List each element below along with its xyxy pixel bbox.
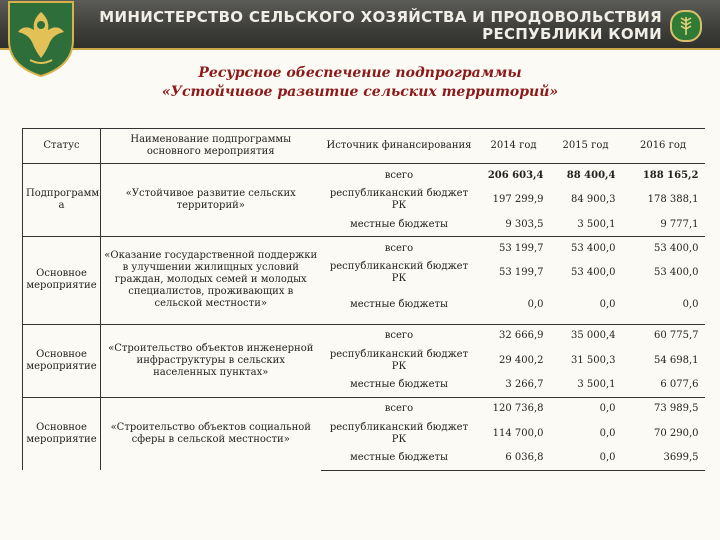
row-value-2014: 197 299,9 <box>492 194 544 205</box>
row-name: «Строительство объектов инженерной инфраструктуры в сельских населенных пунктах» <box>101 324 321 397</box>
row-value-2014: 114 700,0 <box>492 427 544 439</box>
row-value-2015: 53 400,0 <box>570 267 616 278</box>
header-accent-line <box>0 48 720 50</box>
page-title <box>0 64 720 102</box>
row-name: «Оказание государственной поддержки в улучшении жилищных условий граждан, молодых семей и молодых специалистов, проживающих в сельской местности» <box>101 237 321 325</box>
header-source: Источник финансирования <box>321 129 478 164</box>
row-value-2015: 0,0 <box>550 397 622 421</box>
row-source: местные бюджеты <box>349 379 449 390</box>
row-value-2016: 3699,5 <box>622 447 705 471</box>
ministry-title <box>99 9 662 43</box>
table-header-row <box>23 129 705 164</box>
row-value-2016: 53 400,0 <box>653 267 699 278</box>
row-status: Основное мероприятие <box>23 397 101 470</box>
resource-table <box>22 128 705 471</box>
row-value-2016: 54 698,1 <box>653 354 699 366</box>
row-value-2015: 3 500,1 <box>577 379 616 390</box>
header-year-2014: 2014 год <box>478 129 550 164</box>
row-value-2015: 0,0 <box>550 447 622 471</box>
row-value-2016: 188 165,2 <box>622 164 705 188</box>
row-value-2016: 0,0 <box>682 298 699 310</box>
ministry-title-line2: РЕСПУБЛИКИ КОМИ <box>482 25 662 43</box>
row-source: республиканский бюджет РК <box>329 261 469 284</box>
row-source: республиканский бюджет РК <box>329 421 469 445</box>
row-value-2015: 0,0 <box>599 298 616 310</box>
row-value-2015: 3 500,1 <box>577 218 616 230</box>
row-value-2014: 0,0 <box>527 298 544 310</box>
row-source: всего <box>321 324 478 348</box>
row-value-2014: 206 603,4 <box>478 164 550 188</box>
header-name: Наименование подпрограммы основного мероприятия <box>101 129 321 164</box>
row-value-2016: 9 777,1 <box>660 218 699 230</box>
row-value-2016: 178 388,1 <box>647 194 699 205</box>
page-title-line1: Ресурсное обеспечение подпрограммы <box>198 65 522 81</box>
table-row <box>23 164 705 188</box>
row-value-2014: 32 666,9 <box>478 324 550 348</box>
row-name: «Строительство объектов социальной сферы в сельской местности» <box>101 397 321 470</box>
row-value-2016: 70 290,0 <box>653 427 699 439</box>
row-source: республиканский бюджет РК <box>329 188 469 211</box>
row-source: местные бюджеты <box>349 218 449 230</box>
row-value-2014: 9 303,5 <box>505 218 544 230</box>
row-value-2016: 53 400,0 <box>622 237 705 261</box>
row-value-2014: 53 199,7 <box>498 267 544 278</box>
ministry-title-line1: МИНИСТЕРСТВО СЕЛЬСКОГО ХОЗЯЙСТВА И ПРОДОВОЛЬСТВИЯ <box>99 8 662 26</box>
row-value-2014: 3 266,7 <box>505 379 544 390</box>
row-source: местные бюджеты <box>349 298 449 310</box>
table-row <box>23 324 705 348</box>
row-value-2015: 53 400,0 <box>550 237 622 261</box>
header-status: Статус <box>23 129 101 164</box>
row-source: республиканский бюджет РК <box>329 348 469 372</box>
table-row <box>23 237 705 261</box>
row-source: всего <box>321 397 478 421</box>
header-year-2015: 2015 год <box>550 129 622 164</box>
row-source: всего <box>321 237 478 261</box>
row-name: «Устойчивое развитие сельских территорий» <box>101 164 321 237</box>
agriculture-logo-icon <box>670 10 702 42</box>
row-source: всего <box>321 164 478 188</box>
table-row <box>23 397 705 421</box>
header-year-2016: 2016 год <box>622 129 705 164</box>
row-value-2014: 53 199,7 <box>478 237 550 261</box>
row-value-2014: 6 036,8 <box>478 447 550 471</box>
row-value-2016: 6 077,6 <box>660 379 699 390</box>
row-value-2015: 84 900,3 <box>570 194 616 205</box>
row-value-2016: 60 775,7 <box>622 324 705 348</box>
row-source: местные бюджеты <box>321 447 478 471</box>
page-title-line2: «Устойчивое развитие сельских территорий» <box>161 84 559 100</box>
row-value-2014: 29 400,2 <box>498 354 544 366</box>
row-value-2015: 35 000,4 <box>550 324 622 348</box>
row-value-2015: 0,0 <box>599 427 616 439</box>
row-value-2014: 120 736,8 <box>478 397 550 421</box>
row-value-2016: 73 989,5 <box>622 397 705 421</box>
row-status: Основное мероприятие <box>23 237 101 325</box>
row-status: Основное мероприятие <box>23 324 101 397</box>
row-value-2015: 88 400,4 <box>550 164 622 188</box>
row-value-2015: 31 500,3 <box>570 354 616 366</box>
row-status: Подпрограмм а <box>23 164 101 237</box>
